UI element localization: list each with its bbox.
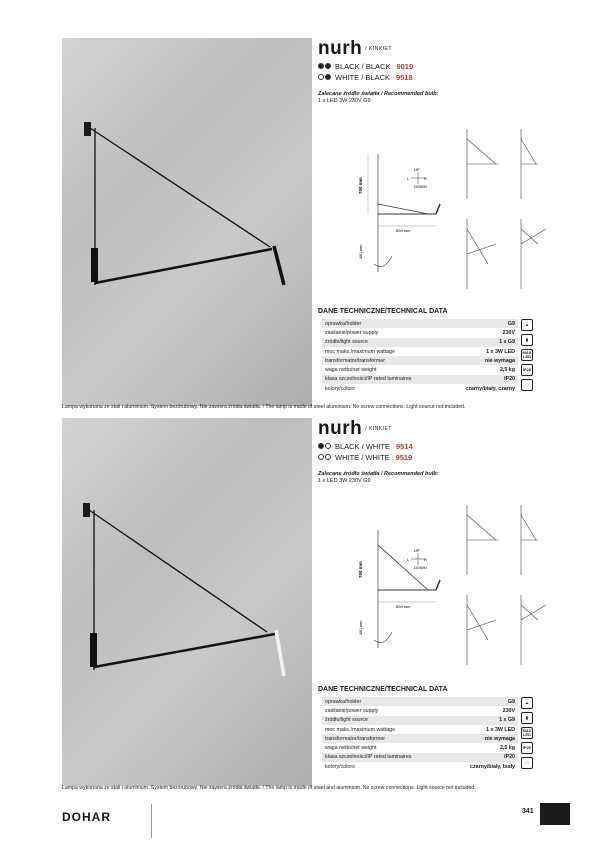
ceiling-mount-icon: ▲ xyxy=(521,697,533,709)
spec-value: czarny/biały, biały xyxy=(470,763,515,770)
spec-value: IP20 xyxy=(444,375,518,384)
variants-list-2 xyxy=(318,441,538,462)
product-title-1: nurh / KINKIET xyxy=(318,38,392,59)
footer-divider xyxy=(151,804,152,838)
spec-value: 2,5 kg xyxy=(499,367,515,374)
ip-rating-icon: IP20 xyxy=(521,364,533,376)
spec-row xyxy=(322,762,518,771)
spec-value: nie wymaga xyxy=(448,734,518,743)
spec-icons-1 xyxy=(521,319,533,391)
product-photo-1 xyxy=(62,38,312,406)
svg-text:UP: UP xyxy=(414,167,420,172)
variant-code: 9514 xyxy=(396,441,413,451)
product-header-1 xyxy=(318,38,538,105)
spec-value: 230V xyxy=(502,329,515,336)
spec-value: 1 x G9 xyxy=(448,716,518,725)
spec-value: G9 xyxy=(448,697,518,706)
lamp-illustration-2 xyxy=(62,418,312,786)
page-number: 341 xyxy=(522,808,534,815)
svg-text:800 mm: 800 mm xyxy=(396,228,411,233)
tech-title-2: DANE TECHNICZNE/TECHNICAL DATA xyxy=(318,686,448,693)
variant-row xyxy=(318,452,538,462)
spec-row xyxy=(322,725,518,734)
variant-label: WHITE / BLACK xyxy=(335,72,391,82)
spec-label: moc maks./maximum wattage xyxy=(325,726,396,733)
spec-label: waga netto/net weight xyxy=(325,745,377,752)
bulb-socket-icon: ▮ xyxy=(521,712,533,724)
spec-label: kolory/colors xyxy=(325,385,355,392)
bulb-info-2: Zalecane źródło światła / Recommended bulb: 1 x LED 3W 230V G9 xyxy=(318,471,439,484)
spec-label: transformator/transformer xyxy=(322,734,448,743)
color-swatch-icon xyxy=(318,74,331,80)
svg-text:480 mm: 480 mm xyxy=(358,244,363,259)
product-header-2 xyxy=(318,418,538,485)
variant-row xyxy=(318,441,538,451)
spec-label: transformator/transformer xyxy=(322,356,444,365)
tech-title-1: DANE TECHNICZNE/TECHNICAL DATA xyxy=(318,308,448,315)
spec-label: kolory/colors xyxy=(325,763,355,770)
spec-label: źródło/light source xyxy=(322,338,444,347)
spec-row xyxy=(322,338,518,347)
variant-code: 9519 xyxy=(395,452,413,462)
svg-text:R: R xyxy=(424,557,427,562)
spec-value: G9 xyxy=(444,319,518,328)
spec-label: klasa szczelności/IP rated luminaires xyxy=(322,375,444,384)
ceiling-mount-icon: ▲ xyxy=(521,319,533,331)
spec-value: czarny/biały, czarny xyxy=(465,385,515,392)
spec-table-1 xyxy=(322,319,518,393)
max-led-icon: MAX LED xyxy=(522,350,532,359)
variant-label: BLACK / WHITE xyxy=(335,441,391,451)
bulb-info-1: Zalecane źródło światła / Recommended bulb: 1 x LED 3W 230V G9 xyxy=(318,91,439,104)
spec-label: oprawka/holder xyxy=(322,319,444,328)
svg-text:700 mm: 700 mm xyxy=(358,177,363,194)
spec-row xyxy=(322,384,518,393)
product-photo-2 xyxy=(62,418,312,786)
spec-row xyxy=(322,743,518,752)
color-swatch-icon xyxy=(318,63,331,69)
spec-label: zasilanie/power supply xyxy=(325,329,379,336)
description-1: Lampa wykonana ze stali i aluminium. System bezśrubowy. Nie zawiera źródła światła. / The lamp is made of steel aluminium. No screw connections. Light source not included. xyxy=(62,404,466,410)
brand-logo: DOHAR xyxy=(62,810,111,824)
spec-label: waga netto/net weight xyxy=(325,367,377,374)
variant-code: 9019 xyxy=(396,61,414,71)
spec-row xyxy=(322,375,518,384)
spec-row xyxy=(322,716,518,725)
spec-row xyxy=(322,319,518,328)
class-icon: □ xyxy=(521,757,533,769)
spec-label: oprawka/holder xyxy=(322,697,448,706)
spec-row xyxy=(322,365,518,374)
max-led-icon: MAX LED xyxy=(522,728,532,737)
svg-text:L: L xyxy=(407,176,410,181)
variant-label: WHITE / WHITE xyxy=(335,452,390,462)
spec-value: IP20 xyxy=(448,753,518,762)
spec-label: klasa szczelności/IP rated luminaires xyxy=(322,753,448,762)
class-icon: □ xyxy=(521,379,533,391)
spec-table-2 xyxy=(322,697,518,771)
dimension-drawing-2 xyxy=(356,500,556,670)
spec-label: moc maks./maximum wattage xyxy=(325,348,396,355)
spec-icons-2 xyxy=(521,697,533,769)
spec-value: 1 x 3W LED xyxy=(486,348,515,355)
lamp-illustration-1 xyxy=(62,38,312,406)
variant-row xyxy=(318,72,538,82)
spec-value: 1 x 3W LED xyxy=(486,726,515,733)
svg-text:700 mm: 700 mm xyxy=(358,561,363,578)
svg-text:480 mm: 480 mm xyxy=(358,620,363,635)
spec-value: nie wymaga xyxy=(444,356,518,365)
spec-value: 1 x G9 xyxy=(444,338,518,347)
product-title-2: nurh / KINKIET xyxy=(318,418,392,439)
spec-value: 230V xyxy=(502,707,515,714)
spec-row xyxy=(322,347,518,356)
svg-text:L: L xyxy=(407,557,410,562)
bulb-socket-icon: ▮ xyxy=(521,334,533,346)
spec-label: zasilanie/power supply xyxy=(325,707,379,714)
spec-value: 2,5 kg xyxy=(499,745,515,752)
spec-row xyxy=(322,328,518,337)
variant-row xyxy=(318,61,538,71)
svg-text:800 mm: 800 mm xyxy=(396,604,411,609)
svg-text:DOWN: DOWN xyxy=(414,184,427,189)
page-marker xyxy=(540,803,570,825)
spec-label: źródło/light source xyxy=(322,716,448,725)
color-swatch-icon xyxy=(318,454,331,460)
ip-rating-icon: IP20 xyxy=(521,742,533,754)
spec-row xyxy=(322,753,518,762)
svg-text:DOWN: DOWN xyxy=(414,565,427,570)
color-swatch-icon xyxy=(318,443,331,449)
svg-text:R: R xyxy=(424,176,427,181)
svg-text:UP: UP xyxy=(414,548,420,553)
spec-row xyxy=(322,697,518,706)
variant-label: BLACK / BLACK xyxy=(335,61,391,71)
spec-row xyxy=(322,706,518,715)
spec-row xyxy=(322,356,518,365)
variant-code: 9518 xyxy=(396,72,413,82)
variants-list-1 xyxy=(318,61,538,82)
spec-row xyxy=(322,734,518,743)
description-2: Lampa wykonana ze stali i aluminium. System bezśrubowy. Nie zawiera źródła światła. / The lamp is made of steel and aluminium. No screw connections. Light source not included. xyxy=(62,785,476,791)
dimension-drawing-1 xyxy=(356,124,556,294)
